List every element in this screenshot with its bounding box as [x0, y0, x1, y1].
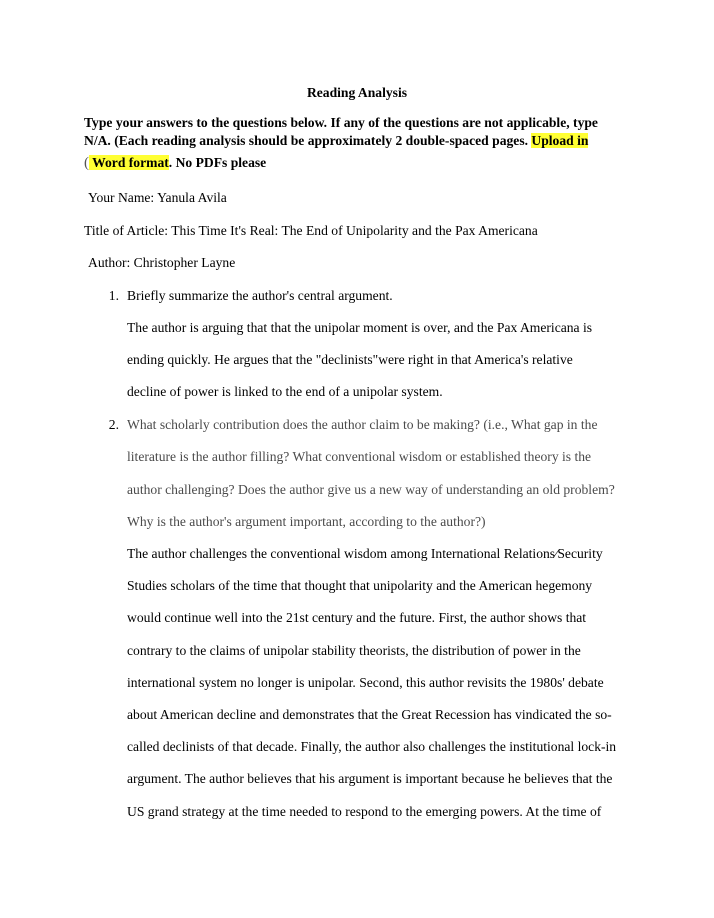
question-2-line: author challenging? Does the author give us a new way of understanding an old problem? [127, 482, 615, 497]
answer-2-line: would continue well into the 21st century and the future. First, the author shows that [127, 610, 587, 625]
answer-2-line: international system no longer is unipolar. Second, this author revisits the 1980s' debate [127, 675, 604, 690]
question-1-line: Briefly summarize the author's central argument. [127, 288, 393, 303]
instructions-line-2 [84, 132, 588, 149]
instructions-line-3 [84, 154, 266, 172]
question-2-line: literature is the author filling? What conventional wisdom or established theory is the [127, 449, 592, 464]
field-your-name: Your Name: Yanula Avila [88, 190, 227, 205]
answer-2-line: argument. The author believes that his argument is important because he believes that the [127, 771, 613, 786]
instructions-line-1: Type your answers to the questions below. If any of the questions are not applicable, type [84, 115, 598, 130]
answer-1-line: The author is arguing that that the unipolar moment is over, and the Pax Americana is [127, 320, 593, 335]
field-article-title: Title of Article: This Time It's Real: The End of Unipolarity and the Pax Americana [84, 223, 538, 238]
answer-1-line: ending quickly. He argues that the "declinists"were right in that America's relative [127, 352, 573, 367]
highlight-upload-in: Upload in [531, 133, 589, 148]
highlight-word-format: Word format [89, 155, 169, 170]
instructions-line-2-text: N/A. (Each reading analysis should be approximately 2 double-spaced pages. [84, 133, 532, 148]
paren-glyph: ( [84, 155, 89, 171]
field-author: Author: Christopher Layne [88, 255, 236, 270]
question-2-number: 2. [108, 417, 119, 432]
question-2-line: What scholarly contribution does the author claim to be making? (i.e., What gap in the [127, 417, 598, 432]
answer-2-line: The author challenges the conventional wisdom among International Relations⁄Security [127, 546, 603, 561]
answer-2-line: contrary to the claims of unipolar stability theorists, the distribution of power in the [127, 643, 581, 658]
answer-1-line: decline of power is linked to the end of a unipolar system. [127, 384, 443, 399]
question-1-number: 1. [108, 288, 119, 303]
answer-2-line: about American decline and demonstrates that the Great Recession has vindicated the so- [127, 707, 612, 722]
instructions-line-3-text: . No PDFs please [168, 155, 267, 170]
answer-2-line: Studies scholars of the time that thought that unipolarity and the American hegemony [127, 578, 593, 593]
document-title: Reading Analysis [306, 85, 408, 100]
answer-2-line: called declinists of that decade. Finally, the author also challenges the institutional lock-in [127, 739, 617, 754]
answer-2-line: US grand strategy at the time needed to respond to the emerging powers. At the time of [127, 804, 602, 819]
question-2-line: Why is the author's argument important, according to the author?) [127, 514, 486, 529]
